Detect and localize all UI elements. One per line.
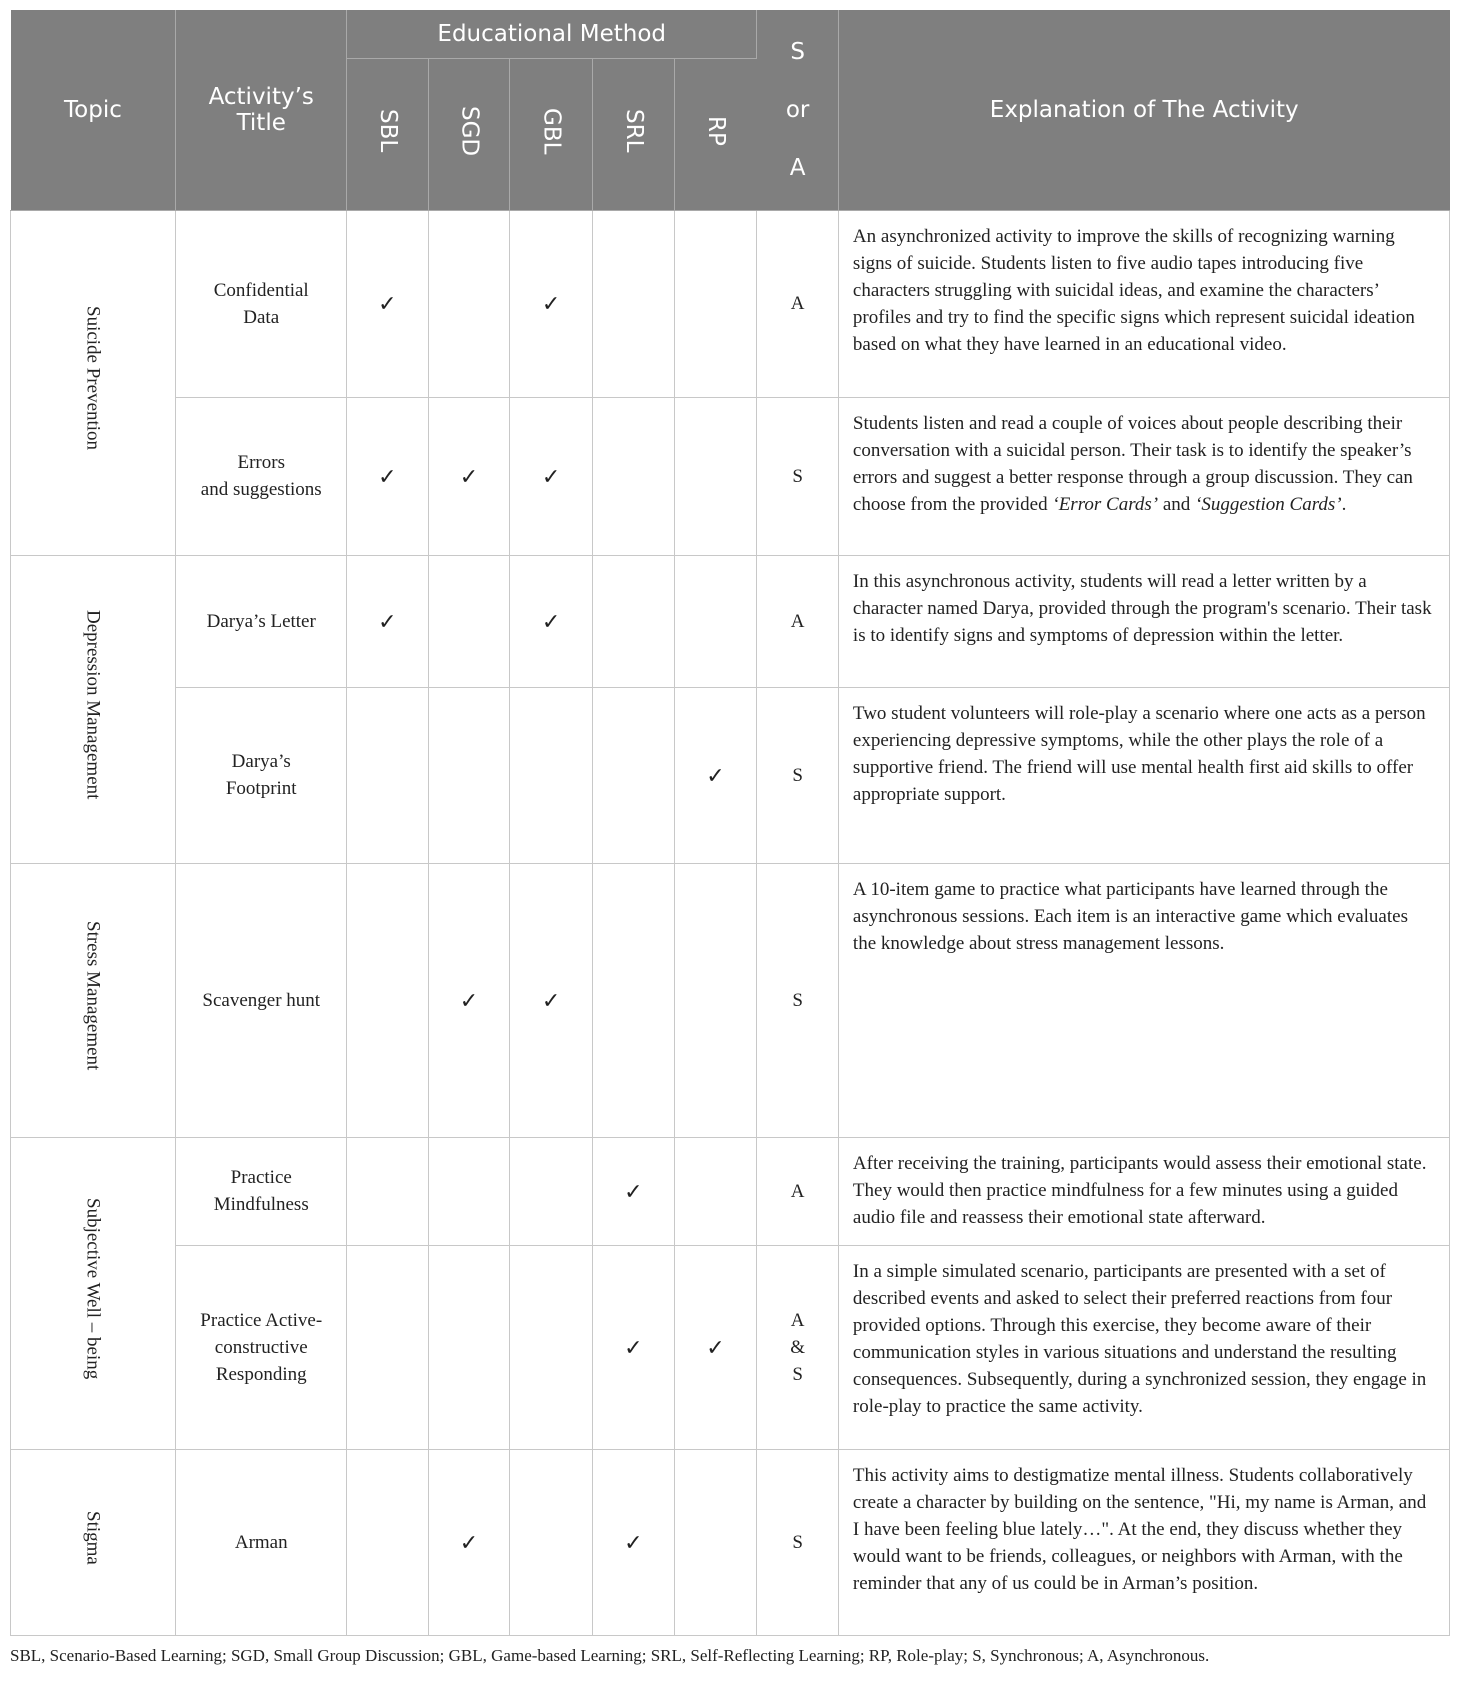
sbl-check	[347, 1137, 429, 1245]
srl-check	[592, 863, 674, 1137]
activity-title-cell	[176, 397, 347, 555]
sora-line: S	[792, 1363, 803, 1385]
table-body	[11, 210, 1450, 1635]
explanation-cell: An asynchronized activity to improve the skills of recognizing warning signs of suicide. Students listen to five audio tapes introducing five characters struggling with suicidal ideas, and examine the characters’ profiles and try to find the specific signs which represent suicidal ideation based on what they have learned in an educational video.	[838, 210, 1449, 397]
table-header	[11, 10, 1450, 210]
srl-check	[592, 397, 674, 555]
srl-check	[592, 687, 674, 863]
header-method-sgd-label: SGD	[456, 105, 483, 157]
sora-line: A	[790, 1309, 805, 1331]
topic-label: Depression Management	[82, 610, 104, 800]
rp-check: ✓	[674, 687, 757, 863]
header-sora-line3: A	[789, 154, 806, 181]
topic-label: Stress Management	[82, 921, 104, 1071]
explanation-text: Students listen and read a couple of voices about people describing their conversation with a suicidal person. Their task is to identify the speaker’s errors and suggest a better response through a group discussion. They can choose from the provided	[852, 412, 1413, 515]
rp-check	[674, 1449, 757, 1635]
explanation-cell: In a simple simulated scenario, participants are presented with a set of described events and asked to select their preferred reactions from four provided options. Through this exercise, they become aware of their communication styles in various situations and understand the resulting consequences. Subsequently, during a synchronized session, they engage in role-play to practice the same activity.	[838, 1245, 1449, 1449]
table-row	[11, 1245, 1450, 1449]
header-method-srl	[592, 58, 674, 210]
sora-cell: S	[757, 863, 839, 1137]
srl-check: ✓	[592, 1449, 674, 1635]
activity-title-line: Footprint	[225, 778, 297, 799]
sgd-check	[428, 687, 510, 863]
header-educational-method: Educational Method	[347, 10, 757, 58]
explanation-cell: A 10-item game to practice what participants have learned through the asynchronous sessions. Each item is an interactive game which evaluates the knowledge about stress management lessons.	[838, 863, 1449, 1137]
topic-label: Stigma	[82, 1511, 104, 1565]
gbl-check: ✓	[510, 397, 593, 555]
header-activity-title-line1: Activity’s	[208, 83, 314, 110]
table-row	[11, 1137, 1450, 1245]
rp-check	[674, 863, 757, 1137]
activity-title-cell: Arman	[176, 1449, 347, 1635]
explanation-cell: After receiving the training, participants would assess their emotional state. They would then practice mindfulness for a few minutes using a guided audio file and reassess their emotional state afterward.	[838, 1137, 1449, 1245]
sbl-check	[347, 1245, 429, 1449]
activities-table-container	[10, 10, 1450, 1636]
topic-cell-stress-management	[11, 863, 176, 1137]
rp-check	[674, 210, 757, 397]
table-row	[11, 555, 1450, 687]
activity-title-line: Responding	[215, 1363, 307, 1385]
rp-check	[674, 555, 757, 687]
sbl-check: ✓	[347, 555, 429, 687]
sgd-check	[428, 555, 510, 687]
activity-title-line: Practice Active-	[200, 1309, 323, 1331]
activity-title-line: Confidential	[213, 279, 309, 301]
header-method-sbl-label: SBL	[374, 109, 401, 153]
explanation-cell: In this asynchronous activity, students will read a letter written by a character named Darya, provided through the program's scenario. Their task is to identify signs and symptoms of depression within the letter.	[838, 555, 1449, 687]
header-method-gbl-label: GBL	[538, 107, 565, 155]
rp-check: ✓	[674, 1245, 757, 1449]
table-footnote: SBL, Scenario-Based Learning; SGD, Small Group Discussion; GBL, Game-based Learning; SRL, Self-Reflecting Learning; RP, Role-play; S, Synchronous; A, Asynchronous.	[10, 1646, 1210, 1665]
sora-cell: S	[757, 1449, 839, 1635]
activity-title-cell	[176, 210, 347, 397]
topic-cell-subjective-well-being	[11, 1137, 176, 1449]
header-method-srl-label: SRL	[620, 109, 647, 153]
activity-title-cell: Scavenger hunt	[176, 863, 347, 1137]
explanation-cell	[838, 397, 1449, 555]
sgd-check	[428, 210, 510, 397]
suggestion-cards-term: ‘Suggestion Cards’	[1195, 493, 1342, 515]
header-s-or-a	[757, 10, 839, 210]
header-explanation: Explanation of The Activity	[838, 10, 1449, 210]
activity-title-cell	[176, 687, 347, 863]
header-method-sgd	[428, 58, 510, 210]
sora-cell: A	[757, 210, 839, 397]
gbl-check	[510, 1137, 593, 1245]
sora-cell: S	[757, 397, 839, 555]
activity-title-line: Practice	[230, 1167, 292, 1188]
activity-title-line: constructive	[214, 1336, 308, 1358]
explanation-text-end: .	[1341, 493, 1347, 515]
activity-title-cell	[176, 1137, 347, 1245]
header-method-sbl	[347, 58, 429, 210]
sbl-check: ✓	[347, 210, 429, 397]
explanation-cell: This activity aims to destigmatize mental illness. Students collaboratively create a character by building on the sentence, "Hi, my name is Arman, and I have been feeling blue lately…". At the end, they discuss whether they would want to be friends, colleagues, or neighbors with Arman, with the reminder that any of us could be in Arman’s position.	[838, 1449, 1449, 1635]
topic-label: Subjective Well – being	[82, 1198, 104, 1380]
sbl-check	[347, 863, 429, 1137]
sgd-check: ✓	[428, 863, 510, 1137]
header-sora-line1: S	[790, 38, 805, 65]
sgd-check: ✓	[428, 397, 510, 555]
srl-check	[592, 555, 674, 687]
sora-cell: S	[757, 687, 839, 863]
header-method-rp	[674, 58, 757, 210]
srl-check: ✓	[592, 1245, 674, 1449]
sgd-check	[428, 1137, 510, 1245]
gbl-check	[510, 1245, 593, 1449]
srl-check	[592, 210, 674, 397]
topic-label: Suicide Prevention	[82, 306, 104, 451]
header-activity-title	[176, 10, 347, 210]
sbl-check	[347, 687, 429, 863]
activity-title-line: Darya’s	[231, 751, 291, 772]
activity-title-line: and suggestions	[200, 479, 322, 500]
table-row	[11, 863, 1450, 1137]
header-sora-line2: or	[785, 96, 810, 123]
activity-title-cell	[176, 1245, 347, 1449]
rp-check	[674, 397, 757, 555]
table-row	[11, 1449, 1450, 1635]
header-topic: Topic	[11, 10, 176, 210]
activities-table	[10, 10, 1450, 1636]
activity-title-line: Mindfulness	[213, 1194, 309, 1215]
topic-cell-depression-management	[11, 555, 176, 863]
error-cards-term: ‘Error Cards’	[1052, 493, 1159, 515]
header-method-gbl	[510, 58, 593, 210]
sbl-check: ✓	[347, 397, 429, 555]
header-activity-title-line2: Title	[236, 109, 286, 136]
table-row	[11, 210, 1450, 397]
explanation-cell: Two student volunteers will role-play a scenario where one acts as a person experiencing depressive symptoms, while the other plays the role of a supportive friend. The friend will use mental health first aid skills to offer appropriate support.	[838, 687, 1449, 863]
sora-line: &	[790, 1336, 805, 1358]
sora-cell	[757, 1245, 839, 1449]
gbl-check: ✓	[510, 863, 593, 1137]
sgd-check	[428, 1245, 510, 1449]
rp-check	[674, 1137, 757, 1245]
sbl-check	[347, 1449, 429, 1635]
table-row	[11, 687, 1450, 863]
header-method-rp-label: RP	[703, 116, 730, 146]
activity-title-line: Errors	[237, 452, 285, 473]
topic-cell-stigma	[11, 1449, 176, 1635]
sora-cell: A	[757, 1137, 839, 1245]
explanation-text-and: and	[1158, 493, 1196, 515]
gbl-check: ✓	[510, 555, 593, 687]
topic-cell-suicide-prevention	[11, 210, 176, 555]
table-row	[11, 397, 1450, 555]
gbl-check: ✓	[510, 210, 593, 397]
sgd-check: ✓	[428, 1449, 510, 1635]
gbl-check	[510, 1449, 593, 1635]
gbl-check	[510, 687, 593, 863]
activity-title-line: Data	[243, 306, 280, 328]
activity-title-cell: Darya’s Letter	[176, 555, 347, 687]
srl-check: ✓	[592, 1137, 674, 1245]
sora-cell: A	[757, 555, 839, 687]
